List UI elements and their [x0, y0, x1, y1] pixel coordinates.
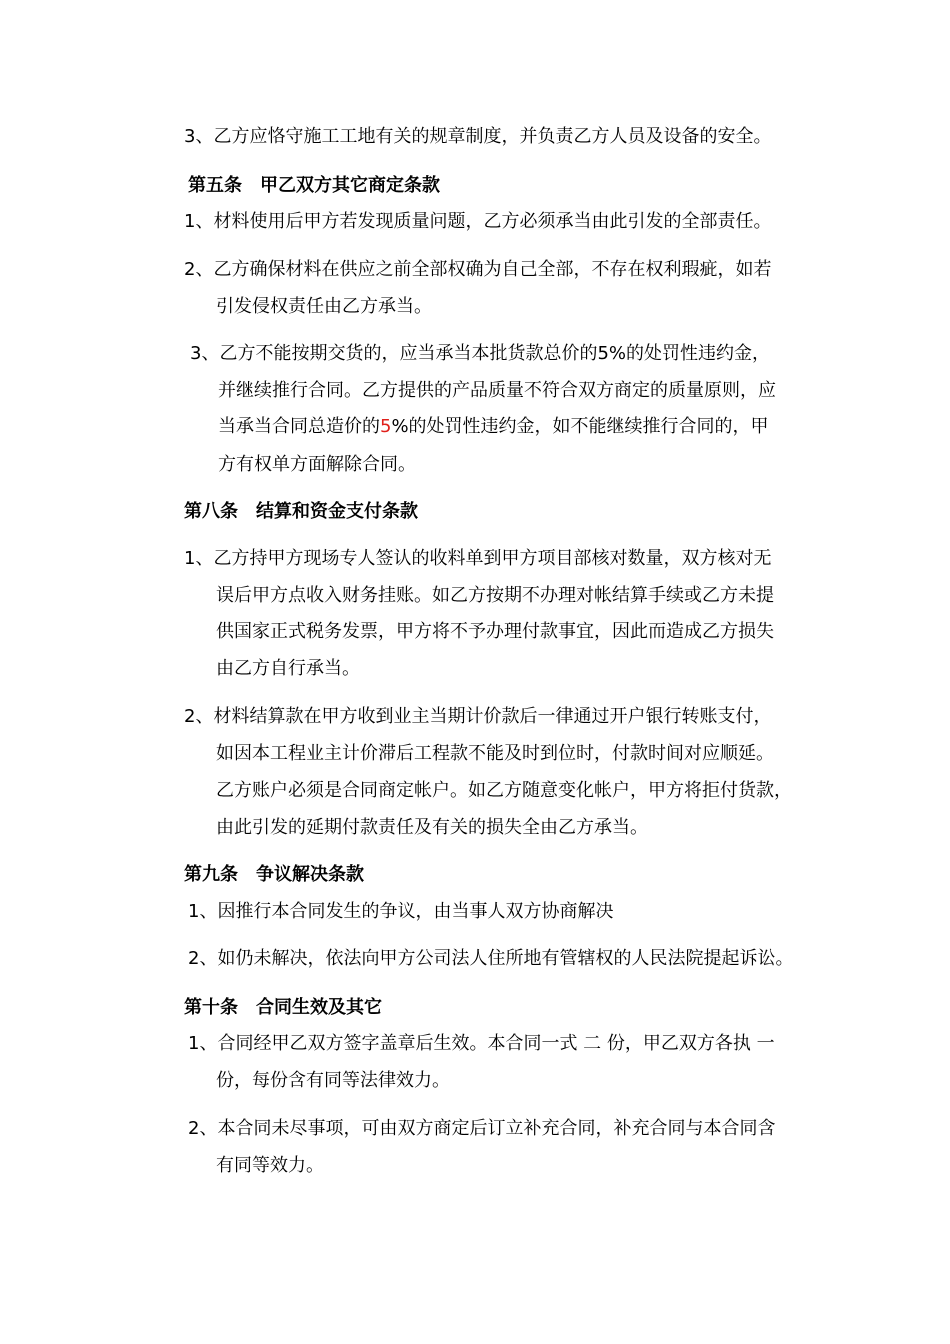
- highlighted-percent: 5: [380, 416, 392, 437]
- section5-item3-line2: 并继续推行合同。乙方提供的产品质量不符合双方商定的质量原则，应: [218, 380, 776, 401]
- section8-item1-line1: 1、乙方持甲方现场专人签认的收料单到甲方项目部核对数量，双方核对无: [184, 548, 772, 569]
- section9-item1: 1、因推行本合同发生的争议，由当事人双方协商解决: [188, 901, 614, 922]
- section5-heading: 第五条 甲乙双方其它商定条款: [188, 175, 440, 196]
- clause4-item3: 3、乙方应恪守施工工地有关的规章制度，并负责乙方人员及设备的安全。: [184, 126, 772, 147]
- section10-item1-line1: 1、合同经甲乙双方签字盖章后生效。本合同一式 二 份，甲乙双方各执 一: [188, 1033, 775, 1054]
- section8-heading: 第八条 结算和资金支付条款: [184, 501, 418, 522]
- section10-heading: 第十条 合同生效及其它: [184, 997, 382, 1018]
- section8-item1-line3: 供国家正式税务发票，甲方将不予办理付款事宜，因此而造成乙方损失: [216, 621, 774, 642]
- section8-item2-line2: 如因本工程业主计价滞后工程款不能及时到位时，付款时间对应顺延。: [216, 743, 774, 764]
- text-segment: 当承当合同总造价的: [218, 416, 380, 437]
- section10-item1-line2: 份，每份含有同等法律效力。: [216, 1070, 450, 1091]
- section9-item2: 2、如仍未解决，依法向甲方公司法人住所地有管辖权的人民法院提起诉讼。: [188, 948, 794, 969]
- section5-item2-line2: 引发侵权责任由乙方承当。: [216, 296, 432, 317]
- section5-item2-line1: 2、乙方确保材料在供应之前全部权确为自己全部，不存在权利瑕疵，如若: [184, 259, 772, 280]
- section8-item2-line3: 乙方账户必须是合同商定帐户。如乙方随意变化帐户，甲方将拒付货款，: [216, 780, 792, 801]
- section5-item3-line4: 方有权单方面解除合同。: [218, 454, 416, 475]
- section8-item1-line2: 误后甲方点收入财务挂账。如乙方按期不办理对帐结算手续或乙方未提: [216, 585, 774, 606]
- text-segment: %的处罚性违约金，如不能继续推行合同的，甲: [391, 416, 769, 437]
- section10-item2-line2: 有同等效力。: [216, 1155, 324, 1176]
- section9-heading: 第九条 争议解决条款: [184, 864, 364, 885]
- section8-item1-line4: 由乙方自行承当。: [216, 658, 360, 679]
- section10-item2-line1: 2、本合同未尽事项，可由双方商定后订立补充合同，补充合同与本合同含: [188, 1118, 776, 1139]
- section5-item3-line1: 3、乙方不能按期交货的，应当承当本批货款总价的5%的处罚性违约金，: [190, 343, 771, 364]
- section8-item2-line4: 由此引发的延期付款责任及有关的损失全由乙方承当。: [216, 817, 648, 838]
- section5-item3-line3: [218, 415, 769, 439]
- section8-item2-line1: 2、材料结算款在甲方收到业主当期计价款后一律通过开户银行转账支付，: [184, 706, 772, 727]
- section5-item1: 1、材料使用后甲方若发现质量问题，乙方必须承当由此引发的全部责任。: [184, 211, 772, 232]
